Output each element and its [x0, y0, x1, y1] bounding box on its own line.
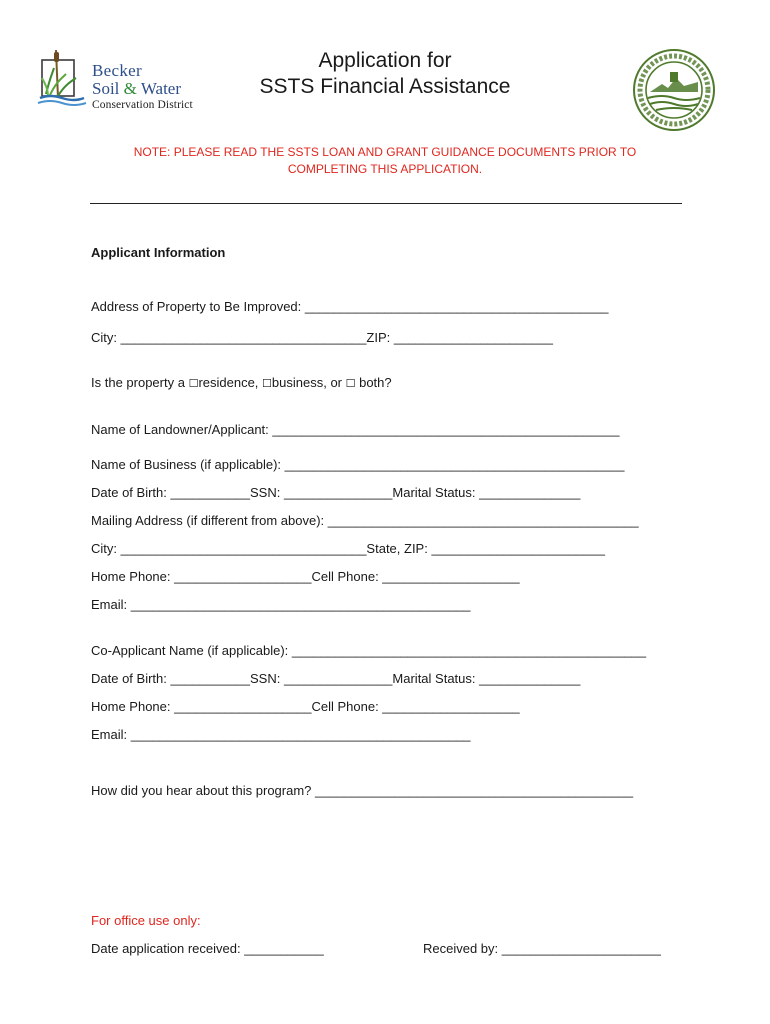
- city-state-zip-field[interactable]: City: __________________________________State, ZIP: ________________________: [91, 541, 605, 556]
- date-received-field[interactable]: Date application received: ___________: [91, 941, 324, 956]
- residence-checkbox[interactable]: ☐: [188, 377, 199, 390]
- logo-soil: Soil: [92, 79, 124, 98]
- business-checkbox[interactable]: ☐: [262, 377, 272, 390]
- logo-line-becker: Becker: [92, 61, 142, 80]
- business-name-field[interactable]: Name of Business (if applicable): _______________________________________________: [91, 457, 625, 472]
- county-seal: [632, 48, 716, 132]
- page-title-line-1: Application for: [318, 49, 452, 72]
- property-type-label: Is the property a: [91, 375, 189, 390]
- coapplicant-name-field[interactable]: Co-Applicant Name (if applicable): _________________________________________________: [91, 643, 647, 658]
- guidance-note-line-1: NOTE: PLEASE READ THE SSTS LOAN AND GRANT GUIDANCE DOCUMENTS PRIOR TO: [133, 145, 637, 159]
- applicant-info-heading: Applicant Information: [91, 245, 226, 260]
- business-label: business, or: [271, 375, 346, 390]
- mailing-address-field[interactable]: Mailing Address (if different from above): ___________________________________________: [91, 513, 639, 528]
- referral-source-field[interactable]: How did you hear about this program? ____________________________________________: [91, 783, 634, 798]
- received-by-field[interactable]: Received by: ______________________: [423, 941, 661, 956]
- both-label: both?: [355, 375, 392, 390]
- logo-ampersand: &: [123, 79, 137, 98]
- coapplicant-phone-fields[interactable]: Home Phone: ___________________Cell Phone: ___________________: [91, 699, 520, 714]
- logo-line-district: Conservation District: [92, 99, 193, 111]
- property-type-question: [91, 375, 392, 392]
- coapplicant-dob-ssn-marital-field[interactable]: Date of Birth: ___________SSN: _______________Marital Status: ______________: [91, 671, 581, 686]
- header-divider: [90, 203, 682, 204]
- property-address-field[interactable]: Address of Property to Be Improved: __________________________________________: [91, 299, 609, 314]
- email-field[interactable]: Email: _______________________________________________: [91, 597, 471, 612]
- logo-water: Water: [136, 79, 181, 98]
- office-use-heading: For office use only:: [91, 913, 201, 928]
- county-seal-icon: [632, 48, 716, 132]
- guidance-note-line-2: COMPLETING THIS APPLICATION.: [287, 162, 483, 176]
- residence-label: residence,: [198, 375, 263, 390]
- coapplicant-email-field[interactable]: Email: _______________________________________________: [91, 727, 471, 742]
- city-zip-field[interactable]: City: __________________________________ZIP: ______________________: [91, 330, 553, 345]
- both-checkbox[interactable]: ☐: [345, 377, 356, 390]
- landowner-name-field[interactable]: Name of Landowner/Applicant: ________________________________________________: [91, 422, 620, 437]
- phone-fields[interactable]: Home Phone: ___________________Cell Phone: ___________________: [91, 569, 520, 584]
- dob-ssn-marital-field[interactable]: Date of Birth: ___________SSN: _______________Marital Status: ______________: [91, 485, 581, 500]
- page-title-line-2: SSTS Financial Assistance: [259, 75, 511, 98]
